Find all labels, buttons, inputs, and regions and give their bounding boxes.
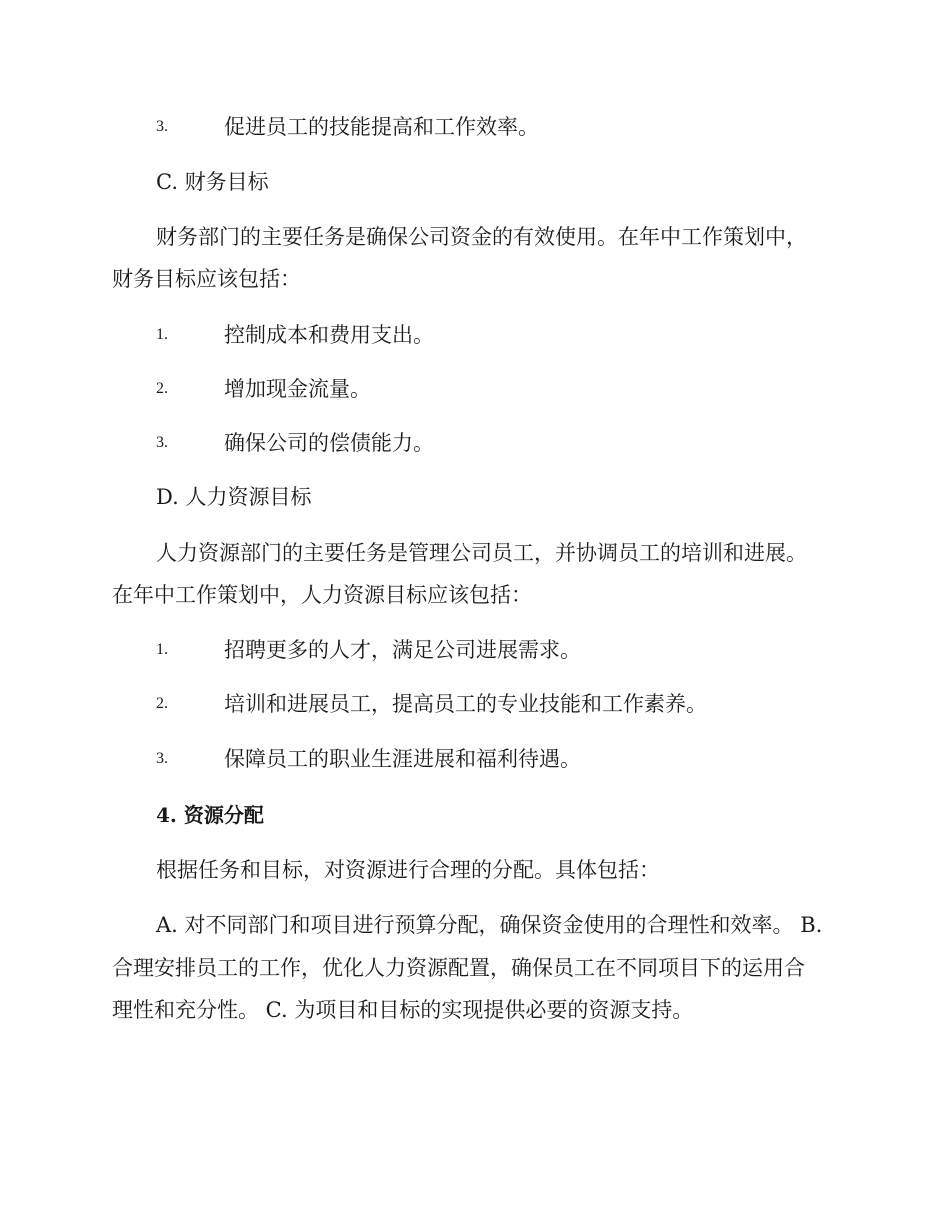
list-item-text: 保障员工的职业生涯进展和福利待遇。 (224, 747, 581, 771)
hr-heading: D. 人力资源目标 (156, 485, 312, 509)
list-number: 1. (156, 641, 168, 658)
list-number: 3. (156, 434, 168, 451)
section-heading: 4. 资源分配 (156, 803, 264, 827)
list-number: 2. (156, 380, 168, 397)
list-number: 2. (156, 695, 168, 712)
list-number: 1. (156, 326, 168, 343)
list-item-text: 培训和进展员工，提高员工的专业技能和工作素养。 (224, 692, 707, 716)
section-body-line: A. 对不同部门和项目进行预算分配，确保资金使用的合理性和效率。 B. (156, 913, 823, 937)
finance-heading: C. 财务目标 (156, 170, 269, 194)
finance-intro-line: 财务部门的主要任务是确保公司资金的有效使用。在年中工作策划中， (156, 225, 807, 249)
section-intro: 根据任务和目标，对资源进行合理的分配。具体包括： (156, 858, 660, 882)
list-item-text: 招聘更多的人才，满足公司进展需求。 (224, 638, 581, 662)
finance-intro-line: 财务目标应该包括： (112, 267, 301, 291)
section-body-line: 合理安排员工的工作，优化人力资源配置，确保员工在不同项目下的运用合 (112, 956, 805, 980)
list-item-text: 增加现金流量。 (224, 377, 371, 401)
hr-intro-line: 人力资源部门的主要任务是管理公司员工，并协调员工的培训和进展。 (156, 541, 807, 565)
list-item-text: 促进员工的技能提高和工作效率。 (224, 115, 539, 139)
list-number: 3. (156, 118, 168, 135)
list-item-text: 确保公司的偿债能力。 (224, 431, 434, 455)
list-number: 3. (156, 750, 168, 767)
list-item-text: 控制成本和费用支出。 (224, 323, 434, 347)
hr-intro-line: 在年中工作策划中，人力资源目标应该包括： (112, 583, 532, 607)
section-body-line: 理性和充分性。 C. 为项目和目标的实现提供必要的资源支持。 (112, 998, 694, 1022)
